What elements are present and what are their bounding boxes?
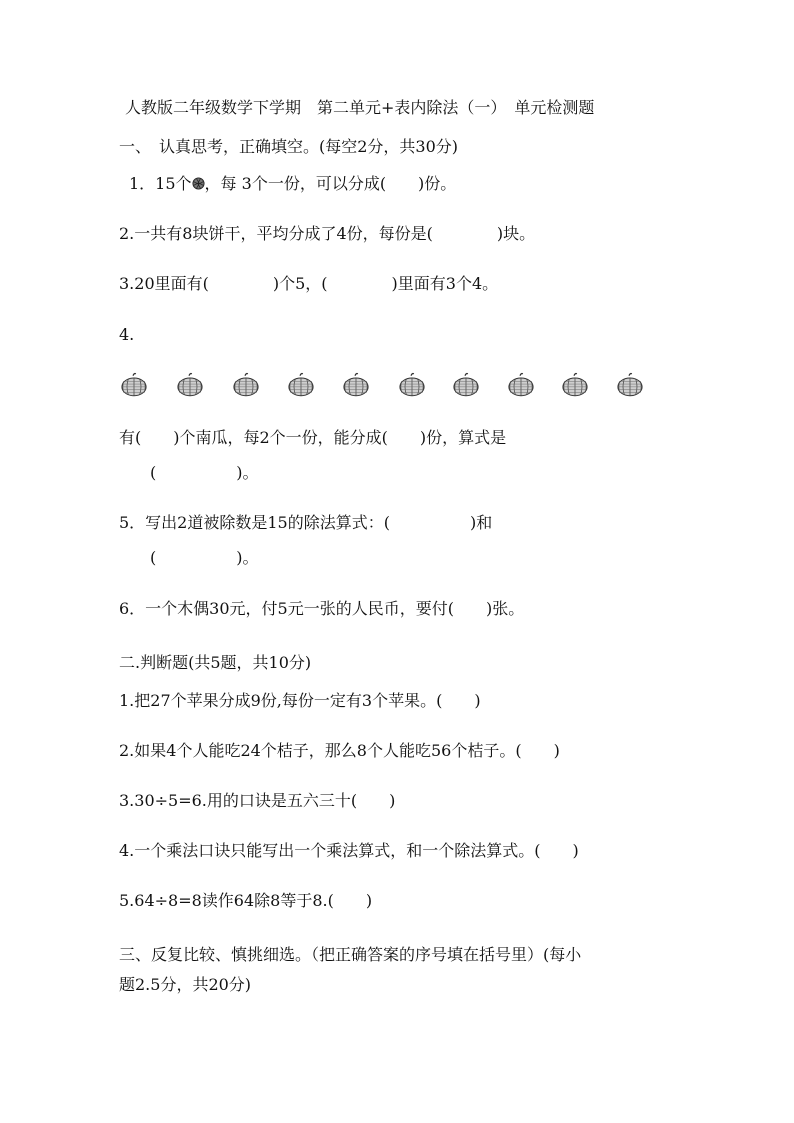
pumpkin-icon bbox=[616, 372, 644, 398]
judge-item-4: 4.一个乘法口诀只能写出一个乘法算式，和一个除法算式。( ) bbox=[119, 841, 579, 860]
question-1-text-a: 1．15个 bbox=[129, 174, 192, 193]
document-title: 人教版二年级数学下学期 第二单元+表内除法（一） 单元检测题 bbox=[125, 98, 595, 117]
pumpkin-icon bbox=[120, 372, 148, 398]
pumpkin-icon bbox=[561, 372, 589, 398]
pumpkin-icon bbox=[342, 372, 370, 398]
section2-heading: 二.判断题(共5题，共10分) bbox=[119, 653, 312, 672]
question-4-line-1: 有( )个南瓜，每2个一份，能分成( )份，算式是 bbox=[119, 428, 507, 447]
question-1-text-b: ，每 3个一份，可以分成( )份。 bbox=[204, 174, 457, 193]
pumpkin-row bbox=[120, 372, 650, 402]
pumpkin-icon bbox=[176, 372, 204, 398]
section1-heading: 一、 认真思考，正确填空。(每空2分，共30分) bbox=[119, 137, 459, 156]
section3-heading-line-1: 三、反复比较、慎挑细选。（把正确答案的序号填在括号里）(每小 bbox=[119, 945, 582, 964]
judge-item-1: 1.把27个苹果分成9份,每份一定有3个苹果。( ) bbox=[119, 691, 481, 710]
question-2: 2.一共有8块饼干，平均分成了4份，每份是( )块。 bbox=[119, 224, 536, 243]
pumpkin-icon bbox=[398, 372, 426, 398]
question-1 bbox=[129, 174, 456, 194]
judge-item-5: 5.64÷8=8读作64除8等于8.( ) bbox=[119, 891, 373, 910]
section3-heading-line-2: 题2.5分，共20分) bbox=[119, 975, 252, 994]
question-6: 6．一个木偶30元，付5元一张的人民币，要付( )张。 bbox=[119, 599, 525, 618]
question-3: 3.20里面有( )个5，( )里面有3个4。 bbox=[119, 274, 499, 293]
question-4-line-2: ( )。 bbox=[150, 463, 259, 482]
question-5-line-2: ( )。 bbox=[150, 548, 259, 567]
pumpkin-icon bbox=[287, 372, 315, 398]
pumpkin-icon bbox=[507, 372, 535, 398]
pumpkin-icon bbox=[232, 372, 260, 398]
yarn-ball-icon bbox=[192, 177, 205, 190]
judge-item-3: 3.30÷5=6.用的口诀是五六三十( ) bbox=[119, 791, 396, 810]
question-4-number: 4. bbox=[119, 325, 135, 344]
question-5-line-1: 5．写出2道被除数是15的除法算式：( )和 bbox=[119, 513, 493, 532]
judge-item-2: 2.如果4个人能吃24个桔子，那么8个人能吃56个桔子。( ) bbox=[119, 741, 560, 760]
pumpkin-icon bbox=[452, 372, 480, 398]
